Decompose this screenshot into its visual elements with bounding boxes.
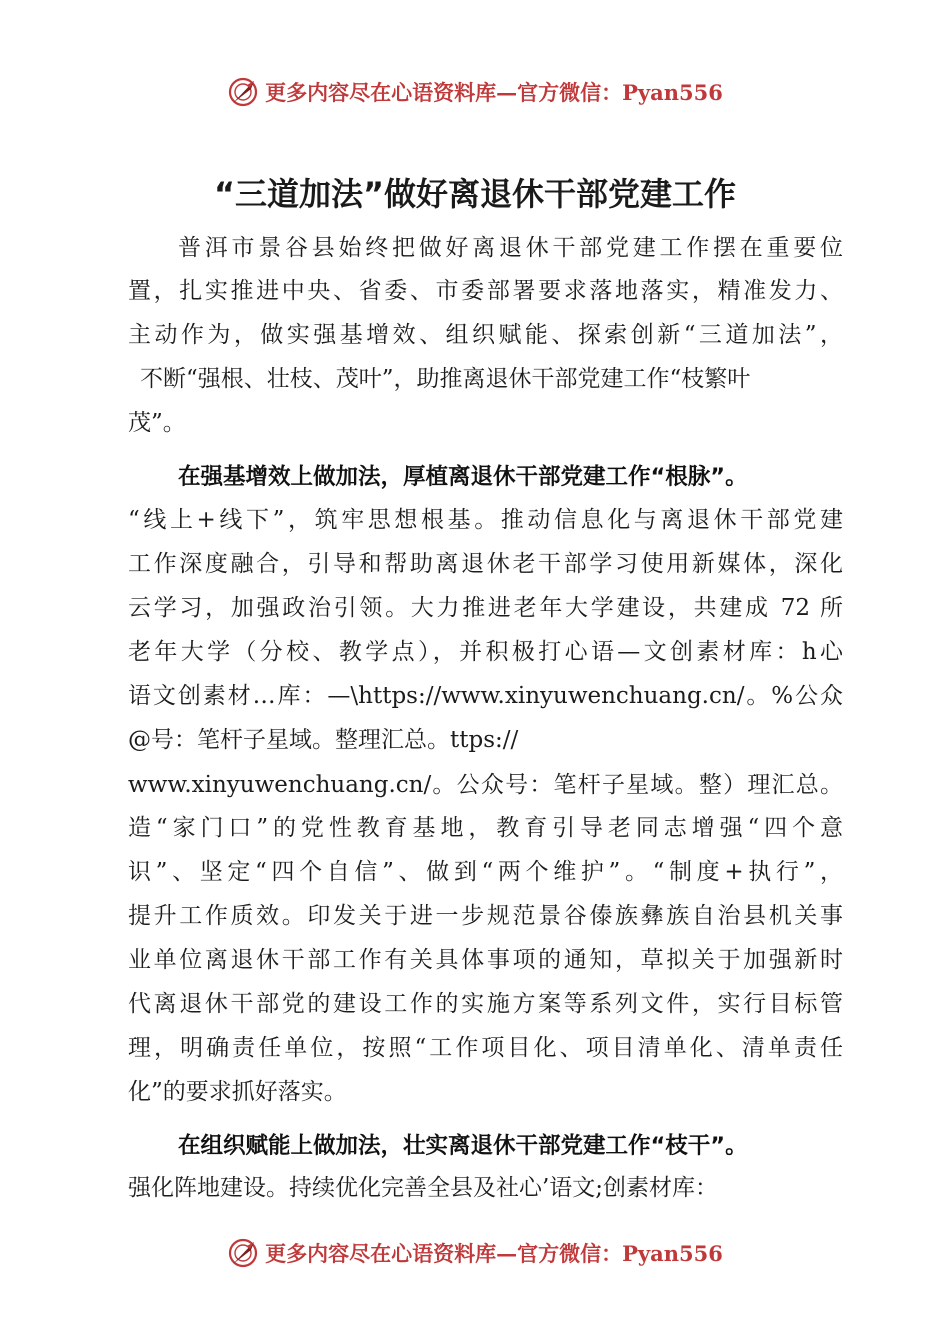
body-line: 老年大学（分校、教学点），并积极打心语—文创素材库：h心	[128, 639, 843, 665]
body-line: 提升工作质效。印发关于进一步规范景谷傣族彝族自治县机关事	[128, 903, 843, 929]
document-title: “三道加法”做好离退休干部党建工作	[213, 175, 737, 213]
body-line: 工作深度融合，引导和帮助离退休老干部学习使用新媒体，深化	[128, 551, 843, 577]
quill-logo-icon	[227, 76, 259, 108]
body-line: 云学习，加强政治引领。大力推进老年大学建设，共建成 72 所	[128, 595, 843, 621]
watermark-text: 更多内容尽在心语资料库—官方微信：Pyan556	[265, 80, 723, 105]
body-line: 识”、坚定“四个自信”、做到“两个维护”。“制度+执行”，	[128, 859, 843, 885]
body-line: @号：笔杆子星域。整理汇总。ttps://	[128, 727, 519, 753]
watermark-banner-bottom	[0, 1233, 950, 1273]
section-heading: 在强基增效上做加法，厚植离退休干部党建工作“根脉”。	[178, 464, 748, 490]
intro-line: 置，扎实推进中央、省委、市委部署要求落地落实，精准发力、	[128, 278, 843, 304]
body-line: 业单位离退休干部工作有关具体事项的通知，草拟关于加强新时	[128, 947, 843, 973]
body-line: 代离退休干部党的建设工作的实施方案等系列文件，实行目标管	[128, 991, 843, 1017]
body-line: www.xinyuwenchuang.cn/。公众号：笔杆子星域。整）理汇总。	[128, 772, 843, 798]
body-line: 强化阵地建设。持续优化完善全县及社心’语文;创素材库：	[128, 1175, 719, 1201]
body-line: “线上+线下”，筑牢思想根基。推动信息化与离退休干部党建	[128, 507, 843, 533]
intro-line: 主动作为，做实强基增效、组织赋能、探索创新“三道加法”，	[128, 322, 843, 348]
body-line: 语文创素材…库：—\https://www.xinyuwenchuang.cn/。%公众	[128, 683, 843, 709]
intro-line: 普洱市景谷县始终把做好离退休干部党建工作摆在重要位	[178, 235, 843, 261]
section-heading: 在组织赋能上做加法，壮实离退休干部党建工作“枝干”。	[178, 1133, 748, 1159]
body-line: 造“家门口”的党性教育基地，教育引导老同志增强“四个意	[128, 815, 843, 841]
watermark-text: 更多内容尽在心语资料库—官方微信：Pyan556	[265, 1241, 723, 1266]
intro-line: 不断“强根、壮枝、茂叶”，助推离退休干部党建工作“枝繁叶	[140, 366, 751, 392]
body-line: 化”的要求抓好落实。	[128, 1079, 347, 1105]
intro-line: 茂”。	[128, 410, 186, 436]
watermark-banner-top	[0, 72, 950, 112]
body-line: 理，明确责任单位，按照“工作项目化、项目清单化、清单责任	[128, 1035, 843, 1061]
quill-logo-icon	[227, 1237, 259, 1269]
